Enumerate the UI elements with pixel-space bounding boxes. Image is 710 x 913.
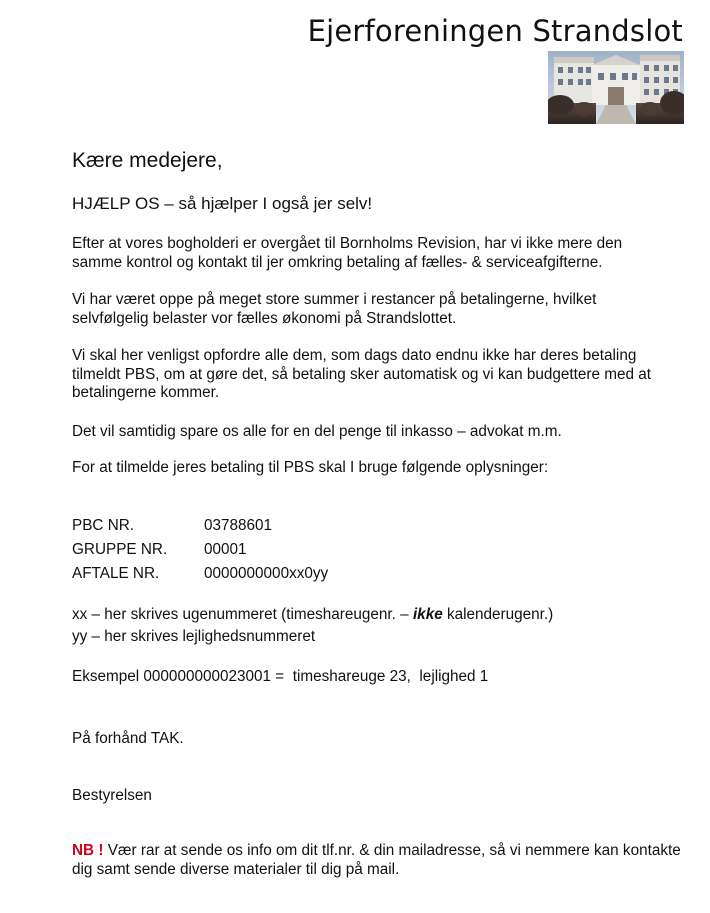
pbs-info-table [72, 514, 328, 586]
nb-text: Vær rar at sende os info om dit tlf.nr. & din mailadresse, så vi nemmere kan kontakte dig samt sende diverse materialer til dig på mail. [72, 842, 681, 878]
subheading: HJÆLP OS – så hjælper I også jer selv! [72, 194, 373, 213]
group-number-label: GRUPPE NR. [72, 541, 168, 558]
note-xx [72, 604, 553, 626]
paragraph-3: Vi skal her venligst opfordre alle dem, som dags dato endnu ikke har deres betaling tilmeldt PBS, om at gøre det, så betaling sker automatisk og vi kan budgettere med at betalingerne kommer. [72, 347, 652, 401]
paragraph-2: Vi har været oppe på meget store summer i restancer på betalingerne, hvilket selvfølgelig belaster vor fælles økonomi på Strandslottet. [72, 291, 597, 327]
building-photo-icon [548, 51, 684, 124]
agreement-number-label: AFTALE NR. [72, 565, 160, 582]
agreement-number-value: 0000000000xx0yy [204, 565, 329, 582]
signature: Bestyrelsen [72, 787, 152, 804]
note-xx-suffix: kalenderugenr.) [442, 606, 554, 623]
thanks-line: På forhånd TAK. [72, 730, 184, 747]
notes [72, 604, 553, 648]
note-xx-prefix: xx – her skrives ugenummeret (timeshareugenr. – [72, 606, 413, 623]
nb-note [72, 842, 682, 879]
pbc-number-value: 03788601 [204, 517, 273, 534]
pbs-info-row [72, 562, 328, 586]
page-title: Ejerforeningen Strandslot [307, 14, 683, 48]
example-line: Eksempel 000000000023001 = timeshareuge 23, lejlighed 1 [72, 668, 489, 685]
pbs-info-row [72, 514, 328, 538]
pbc-number-label: PBC NR. [72, 517, 135, 534]
nb-label: NB ! [72, 842, 104, 859]
paragraph-5: For at tilmelde jeres betaling til PBS skal I bruge følgende oplysninger: [72, 459, 549, 476]
group-number-value: 00001 [204, 541, 247, 558]
paragraph-1: Efter at vores bogholderi er overgået til Bornholms Revision, har vi ikke mere den samme kontrol og kontakt til jer omkring betaling af fælles- & serviceafgifterne. [72, 235, 623, 271]
note-yy: yy – her skrives lejlighedsnummeret [72, 628, 316, 645]
note-xx-emphasis: ikke [412, 606, 443, 623]
paragraph-4: Det vil samtidig spare os alle for en del penge til inkasso – advokat m.m. [72, 423, 562, 440]
greeting: Kære medejere, [72, 149, 223, 172]
pbs-info-row [72, 538, 328, 562]
